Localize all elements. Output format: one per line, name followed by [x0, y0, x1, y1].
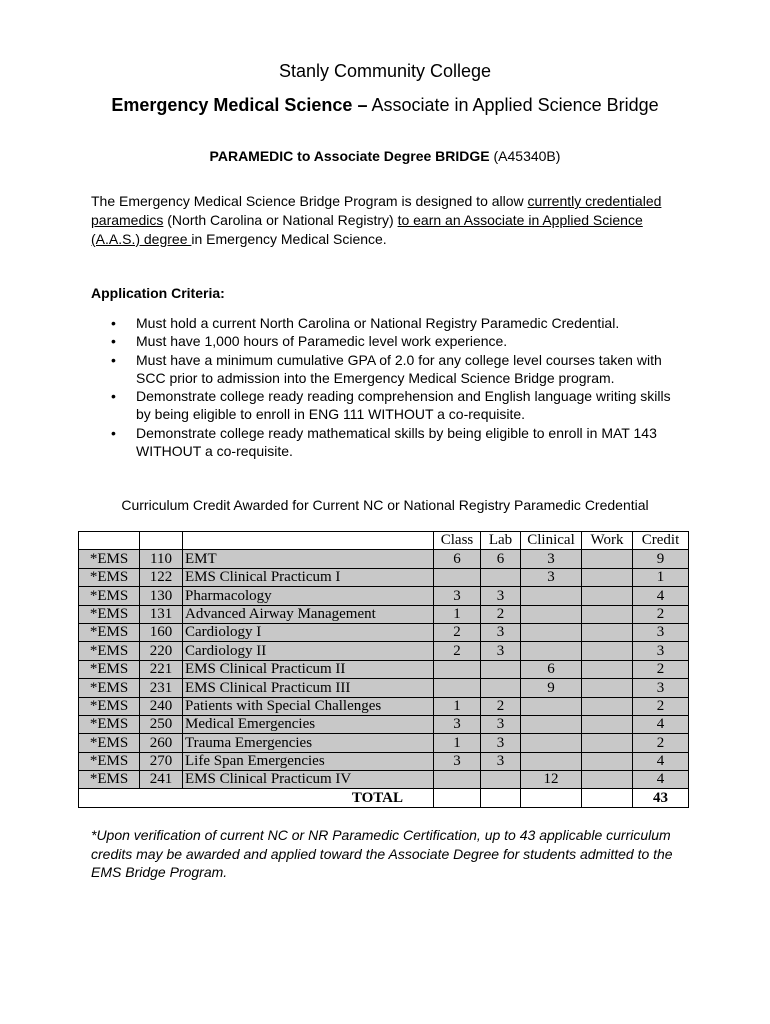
table-row — [79, 642, 689, 660]
course-class-hours — [434, 679, 481, 697]
course-work-hours — [582, 642, 633, 660]
course-work-hours — [582, 568, 633, 586]
course-class-hours: 2 — [434, 642, 481, 660]
total-row — [79, 789, 689, 807]
course-class-hours: 3 — [434, 752, 481, 770]
course-title: Cardiology I — [183, 623, 434, 641]
intro-text-1: The Emergency Medical Science Bridge Program is designed to allow — [91, 193, 528, 209]
course-title: EMS Clinical Practicum IV — [183, 771, 434, 789]
course-clinical-hours: 9 — [521, 679, 582, 697]
course-clinical-hours — [521, 715, 582, 733]
course-prefix: *EMS — [79, 587, 140, 605]
table-header-row — [79, 532, 689, 550]
course-class-hours: 1 — [434, 605, 481, 623]
table-row — [79, 605, 689, 623]
course-title: Medical Emergencies — [183, 715, 434, 733]
criteria-item: • Demonstrate college ready mathematical skills by being eligible to enroll in MAT 143 WITHOUT a co-requisite. — [91, 424, 681, 461]
course-title: EMS Clinical Practicum III — [183, 679, 434, 697]
course-prefix: *EMS — [79, 605, 140, 623]
course-clinical-hours — [521, 697, 582, 715]
course-credit: 2 — [633, 660, 689, 678]
course-clinical-hours — [521, 752, 582, 770]
total-empty-cell — [521, 789, 582, 807]
course-work-hours — [582, 715, 633, 733]
course-class-hours — [434, 771, 481, 789]
course-work-hours — [582, 679, 633, 697]
course-number: 221 — [140, 660, 183, 678]
course-prefix: *EMS — [79, 550, 140, 568]
course-lab-hours: 2 — [481, 697, 521, 715]
course-prefix: *EMS — [79, 715, 140, 733]
course-credit: 4 — [633, 715, 689, 733]
table-row — [79, 697, 689, 715]
course-class-hours: 3 — [434, 715, 481, 733]
course-number: 240 — [140, 697, 183, 715]
course-number: 270 — [140, 752, 183, 770]
header-cell-empty — [140, 532, 183, 550]
course-credit: 4 — [633, 587, 689, 605]
intro-underline-2: to earn an Associate in Applied Science (A.A.S.) degree — [91, 212, 643, 247]
header-cell-empty — [79, 532, 140, 550]
criteria-item: • Must have a minimum cumulative GPA of 2.0 for any college level courses taken with SCC prior to admission into the Emergency Medical Science Bridge program. — [91, 351, 681, 388]
course-credit: 3 — [633, 642, 689, 660]
course-clinical-hours: 12 — [521, 771, 582, 789]
course-work-hours — [582, 752, 633, 770]
table-row — [79, 623, 689, 641]
course-number: 110 — [140, 550, 183, 568]
table-row — [79, 734, 689, 752]
course-clinical-hours: 6 — [521, 660, 582, 678]
course-prefix: *EMS — [79, 697, 140, 715]
course-class-hours: 2 — [434, 623, 481, 641]
course-work-hours — [582, 623, 633, 641]
course-number: 131 — [140, 605, 183, 623]
criteria-item: • Demonstrate college ready reading comprehension and English language writing skills by being eligible to enroll in ENG 111 WITHOUT a co-requisite. — [91, 387, 681, 424]
course-credit: 3 — [633, 679, 689, 697]
intro-text-2: (North Carolina or National Registry) — [163, 212, 398, 228]
course-class-hours: 1 — [434, 697, 481, 715]
course-clinical-hours: 3 — [521, 568, 582, 586]
table-row — [79, 660, 689, 678]
course-clinical-hours — [521, 734, 582, 752]
course-lab-hours: 2 — [481, 605, 521, 623]
course-work-hours — [582, 660, 633, 678]
criteria-list — [91, 314, 681, 460]
course-title: Advanced Airway Management — [183, 605, 434, 623]
course-clinical-hours — [521, 642, 582, 660]
curriculum-heading: Curriculum Credit Awarded for Current NC or National Registry Paramedic Credential — [121, 497, 649, 513]
bridge-code: (A45340B) — [489, 148, 561, 164]
table-row — [79, 587, 689, 605]
course-title: Cardiology II — [183, 642, 434, 660]
course-lab-hours — [481, 660, 521, 678]
course-lab-hours: 3 — [481, 623, 521, 641]
header-class: Class — [434, 532, 481, 550]
course-clinical-hours — [521, 623, 582, 641]
course-work-hours — [582, 697, 633, 715]
course-clinical-hours — [521, 587, 582, 605]
course-credit: 2 — [633, 605, 689, 623]
course-prefix: *EMS — [79, 771, 140, 789]
course-lab-hours — [481, 679, 521, 697]
total-empty-cell — [582, 789, 633, 807]
course-lab-hours — [481, 771, 521, 789]
course-credit: 4 — [633, 752, 689, 770]
course-clinical-hours — [521, 605, 582, 623]
course-prefix: *EMS — [79, 752, 140, 770]
course-class-hours: 1 — [434, 734, 481, 752]
course-lab-hours: 3 — [481, 734, 521, 752]
course-credit: 9 — [633, 550, 689, 568]
course-number: 130 — [140, 587, 183, 605]
course-title: Life Span Emergencies — [183, 752, 434, 770]
total-label: TOTAL — [79, 789, 434, 807]
course-lab-hours: 3 — [481, 752, 521, 770]
header-work: Work — [582, 532, 633, 550]
course-prefix: *EMS — [79, 734, 140, 752]
table-row — [79, 752, 689, 770]
course-title: EMS Clinical Practicum I — [183, 568, 434, 586]
course-class-hours: 3 — [434, 587, 481, 605]
course-prefix: *EMS — [79, 642, 140, 660]
course-work-hours — [582, 550, 633, 568]
course-number: 160 — [140, 623, 183, 641]
course-title: Patients with Special Challenges — [183, 697, 434, 715]
course-credit: 2 — [633, 697, 689, 715]
course-lab-hours — [481, 568, 521, 586]
footnote: *Upon verification of current NC or NR Paramedic Certification, up to 43 applicable curriculum credits may be awarded and applied toward the Associate Degree for students admitted to the EMS Bridge Program. — [91, 827, 673, 880]
course-class-hours: 6 — [434, 550, 481, 568]
total-empty-cell — [481, 789, 521, 807]
course-title: Pharmacology — [183, 587, 434, 605]
table-row — [79, 715, 689, 733]
header-clinical: Clinical — [521, 532, 582, 550]
course-lab-hours: 3 — [481, 587, 521, 605]
course-title: EMT — [183, 550, 434, 568]
course-clinical-hours: 3 — [521, 550, 582, 568]
course-prefix: *EMS — [79, 679, 140, 697]
table-row — [79, 771, 689, 789]
course-number: 250 — [140, 715, 183, 733]
program-title-rest: Associate in Applied Science Bridge — [367, 95, 659, 115]
bridge-title-bold: PARAMEDIC to Associate Degree BRIDGE — [209, 148, 490, 164]
course-credit: 2 — [633, 734, 689, 752]
table-row — [79, 679, 689, 697]
total-empty-cell — [434, 789, 481, 807]
criteria-heading: Application Criteria: — [91, 285, 225, 301]
header-credit: Credit — [633, 532, 689, 550]
course-work-hours — [582, 734, 633, 752]
criteria-item: • Must have 1,000 hours of Paramedic level work experience. — [91, 332, 681, 350]
header-lab: Lab — [481, 532, 521, 550]
course-class-hours — [434, 568, 481, 586]
total-credit: 43 — [633, 789, 689, 807]
course-work-hours — [582, 771, 633, 789]
intro-paragraph — [91, 192, 681, 249]
course-work-hours — [582, 605, 633, 623]
credit-table — [78, 531, 689, 808]
header-cell-empty — [183, 532, 434, 550]
course-class-hours — [434, 660, 481, 678]
course-number: 122 — [140, 568, 183, 586]
course-title: Trauma Emergencies — [183, 734, 434, 752]
course-number: 260 — [140, 734, 183, 752]
college-name: Stanly Community College — [278, 61, 492, 81]
course-number: 220 — [140, 642, 183, 660]
course-lab-hours: 6 — [481, 550, 521, 568]
course-prefix: *EMS — [79, 568, 140, 586]
intro-text-3: in Emergency Medical Science. — [191, 231, 387, 247]
course-title: EMS Clinical Practicum II — [183, 660, 434, 678]
course-number: 241 — [140, 771, 183, 789]
course-prefix: *EMS — [79, 660, 140, 678]
course-prefix: *EMS — [79, 623, 140, 641]
course-credit: 4 — [633, 771, 689, 789]
table-row — [79, 550, 689, 568]
program-title-bold: Emergency Medical Science – — [111, 95, 368, 115]
bridge-title — [0, 148, 770, 164]
course-work-hours — [582, 587, 633, 605]
course-credit: 1 — [633, 568, 689, 586]
course-credit: 3 — [633, 623, 689, 641]
program-title — [0, 95, 770, 116]
course-number: 231 — [140, 679, 183, 697]
intro-underline-1: currently credentialed paramedics — [91, 193, 662, 228]
course-lab-hours: 3 — [481, 715, 521, 733]
course-lab-hours: 3 — [481, 642, 521, 660]
table-row — [79, 568, 689, 586]
criteria-item: • Must hold a current North Carolina or National Registry Paramedic Credential. — [91, 314, 681, 332]
